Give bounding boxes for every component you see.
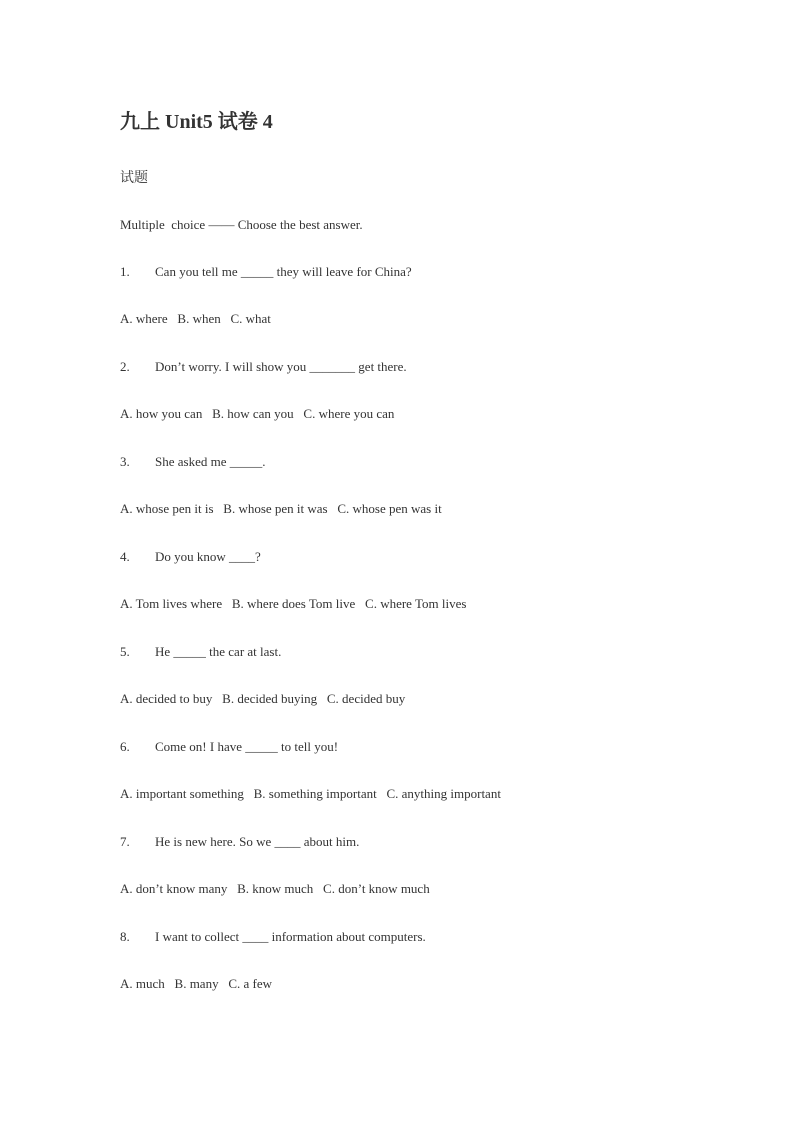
question-7 (120, 834, 359, 850)
section-heading: 试题 (120, 171, 148, 186)
page-title: 九上 Unit5 试卷 4 (120, 111, 273, 133)
question-7-options: A. don’t know many B. know much C. don’t know much (120, 881, 430, 896)
question-number: 2. (120, 359, 130, 374)
question-8-options: A. much B. many C. a few (120, 976, 273, 991)
question-text: He is new here. So we ____ about him. (155, 834, 360, 849)
question-number: 3. (120, 454, 130, 469)
question-5 (120, 644, 281, 660)
question-2-options: A. how you can B. how can you C. where you can (120, 406, 395, 421)
question-1-options: A. where B. when C. what (120, 311, 271, 326)
question-number: 6. (120, 739, 130, 754)
question-text: Don’t worry. I will show you _______ get there. (155, 359, 407, 374)
question-text: I want to collect ____ information about computers. (155, 929, 426, 944)
question-text: She asked me _____. (155, 454, 266, 469)
question-text: Can you tell me _____ they will leave for China? (155, 264, 412, 279)
question-1 (120, 264, 412, 280)
question-8 (120, 929, 426, 945)
question-number: 1. (120, 264, 130, 279)
question-text: He _____ the car at last. (155, 644, 282, 659)
question-4-options: A. Tom lives where B. where does Tom live C. where Tom lives (120, 596, 467, 611)
question-text: Do you know ____? (155, 549, 261, 564)
question-6-options: A. important something B. something important C. anything important (120, 786, 501, 801)
question-number: 4. (120, 549, 130, 564)
question-5-options: A. decided to buy B. decided buying C. decided buy (120, 691, 406, 706)
question-number: 5. (120, 644, 130, 659)
question-2 (120, 359, 407, 375)
question-text: Come on! I have _____ to tell you! (155, 739, 339, 754)
question-3-options: A. whose pen it is B. whose pen it was C. whose pen was it (120, 501, 442, 516)
question-4 (120, 549, 261, 565)
question-number: 8. (120, 929, 130, 944)
question-6 (120, 739, 338, 755)
question-3 (120, 454, 265, 470)
instruction-text: Multiple choice —— Choose the best answer. (120, 217, 363, 232)
question-number: 7. (120, 834, 130, 849)
